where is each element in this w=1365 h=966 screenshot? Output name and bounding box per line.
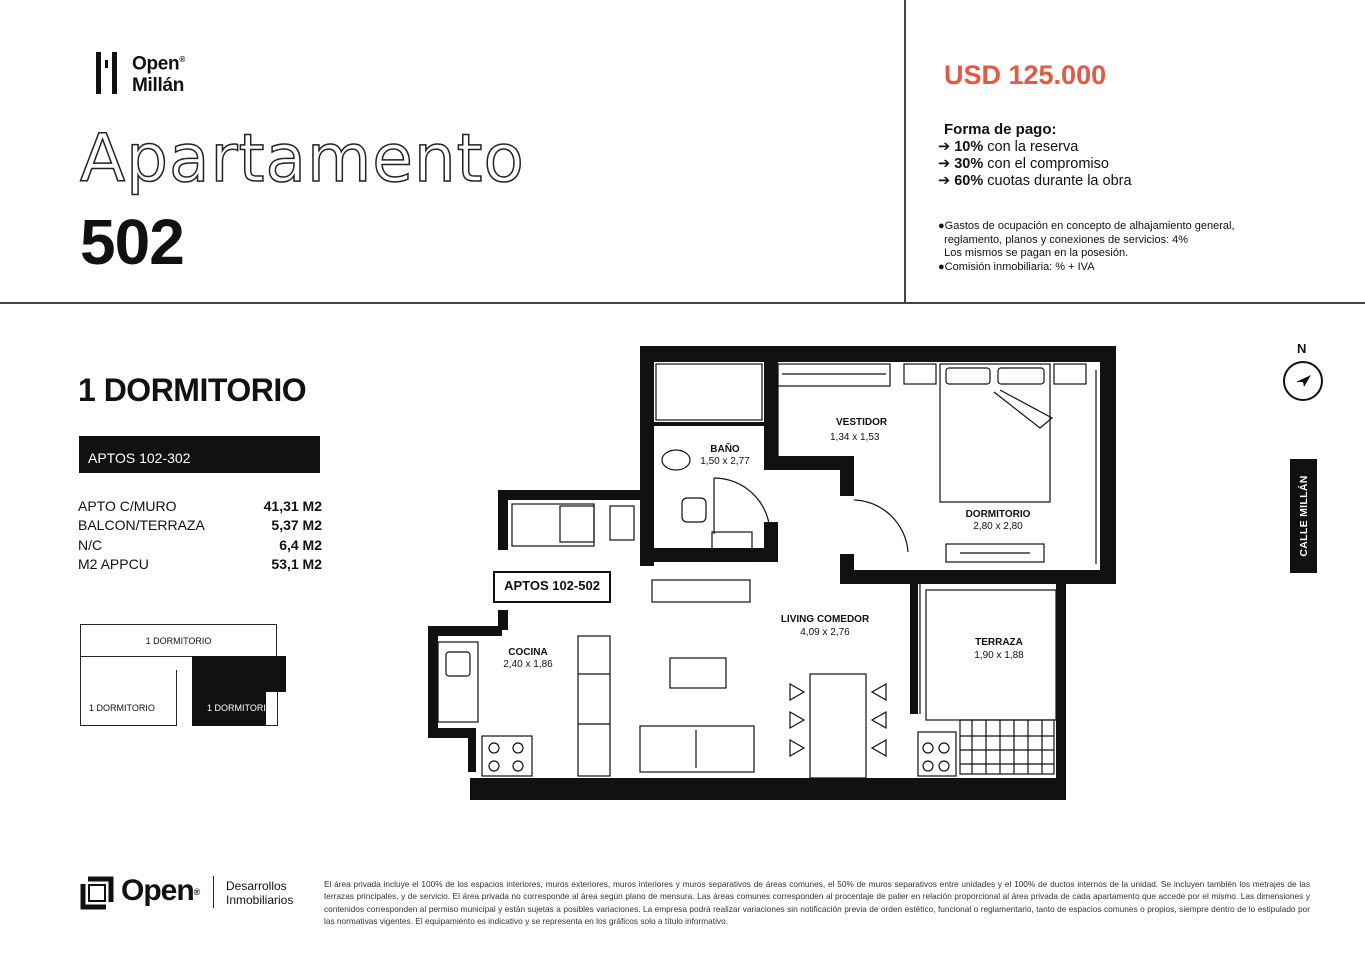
north-compass: N bbox=[1283, 341, 1323, 403]
room-label-living: LIVING COMEDOR 4,09 x 2,76 bbox=[780, 614, 870, 638]
header-divider-vertical bbox=[904, 0, 906, 302]
floor-plan bbox=[420, 340, 1120, 810]
payment-heading: Forma de pago: bbox=[944, 121, 1057, 138]
footer-brand-name: Open® bbox=[121, 874, 201, 907]
price: USD 125.000 bbox=[944, 60, 1107, 90]
payment-list bbox=[938, 139, 1132, 190]
open-logo-icon bbox=[80, 876, 114, 910]
apartment-number: 502 bbox=[80, 206, 184, 278]
street-label: CALLE MILLÁN bbox=[1290, 459, 1317, 573]
floorplan-aptos-label: APTOS 102-502 bbox=[504, 578, 600, 593]
keyplan-unit-left: 1 DORMITORIO bbox=[80, 656, 194, 726]
room-label-bano: BAÑO 1,50 x 2,77 bbox=[700, 444, 750, 467]
page-title: Apartamento bbox=[80, 120, 525, 197]
keyplan-unit-top: 1 DORMITORIO bbox=[80, 624, 277, 658]
area-row: BALCON/TERRAZA 5,37 M2 bbox=[78, 517, 322, 534]
room-label-terraza: TERRAZA 1,90 x 1,88 bbox=[974, 637, 1024, 661]
keyplan-unit-highlight: 1 DORMITORIO bbox=[192, 656, 266, 726]
unit-type-heading: 1 DORMITORIO bbox=[78, 372, 307, 408]
cost-notes: ●Gastos de ocupación en concepto de alhajamiento general, reglamento, planos y conexiones de servicios: 4% Los mismos se pagan en la posesión. ●Comisión inmobiliaria: % + IVA bbox=[938, 220, 1235, 274]
brand-logo-text: Open® Millán bbox=[132, 53, 185, 97]
room-label-cocina: COCINA 2,40 x 1,86 bbox=[503, 647, 553, 670]
area-row: N/C 6,4 M2 bbox=[78, 536, 322, 553]
compass-icon bbox=[1283, 361, 1323, 401]
footer-brand-subtitle: Desarrollos Inmobiliarios bbox=[226, 879, 294, 907]
payment-item: ➔ 30% con el compromiso bbox=[938, 156, 1109, 172]
payment-item: ➔ 60% cuotas durante la obra bbox=[938, 173, 1132, 189]
header-divider-horizontal bbox=[0, 302, 1365, 304]
legal-disclaimer: El área privada incluye el 100% de los espacios interiores, muros exteriores, muros interiores y muros separativos de áreas comunes, el 50% de muros separativos entre unidades y el 100% de ductos internos de la unidad. Se incluyen también los metrajes de las terrazas principales, y de servicio. El área privada no corresponde al área según plano de mensura. Las áreas comunes corresponden al procentaje de palier en relación proporcional al área privada de cada apartamento que accede por el mismo. Las dimensiones y contenidos corresponden al permiso municipal y están sujetas a posibles variaciones. La empresa podrá realizar variaciones sin notificación previa de orden estético, funcional o reglamentario, tanto de espacios comunes o propios, siempre dentro de lo estipulado por las normativas vigentes. El equipamiento es indicativo y se representa en los gráficos solo a título informativo. bbox=[324, 879, 1310, 927]
aptos-tag: APTOS 102-302 bbox=[79, 436, 320, 473]
room-label-dormitorio: DORMITORIO 2,80 x 2,80 bbox=[965, 509, 1031, 532]
payment-item: ➔ 10% con la reserva bbox=[938, 139, 1079, 155]
key-plan bbox=[80, 624, 288, 728]
area-table bbox=[78, 497, 322, 574]
area-row: M2 APPCU 53,1 M2 bbox=[78, 555, 322, 572]
area-row: APTO C/MURO 41,31 M2 bbox=[78, 498, 322, 514]
room-label-vestidor: VESTIDOR 1,34 x 1,53 bbox=[830, 417, 888, 443]
footer-separator bbox=[213, 876, 214, 908]
